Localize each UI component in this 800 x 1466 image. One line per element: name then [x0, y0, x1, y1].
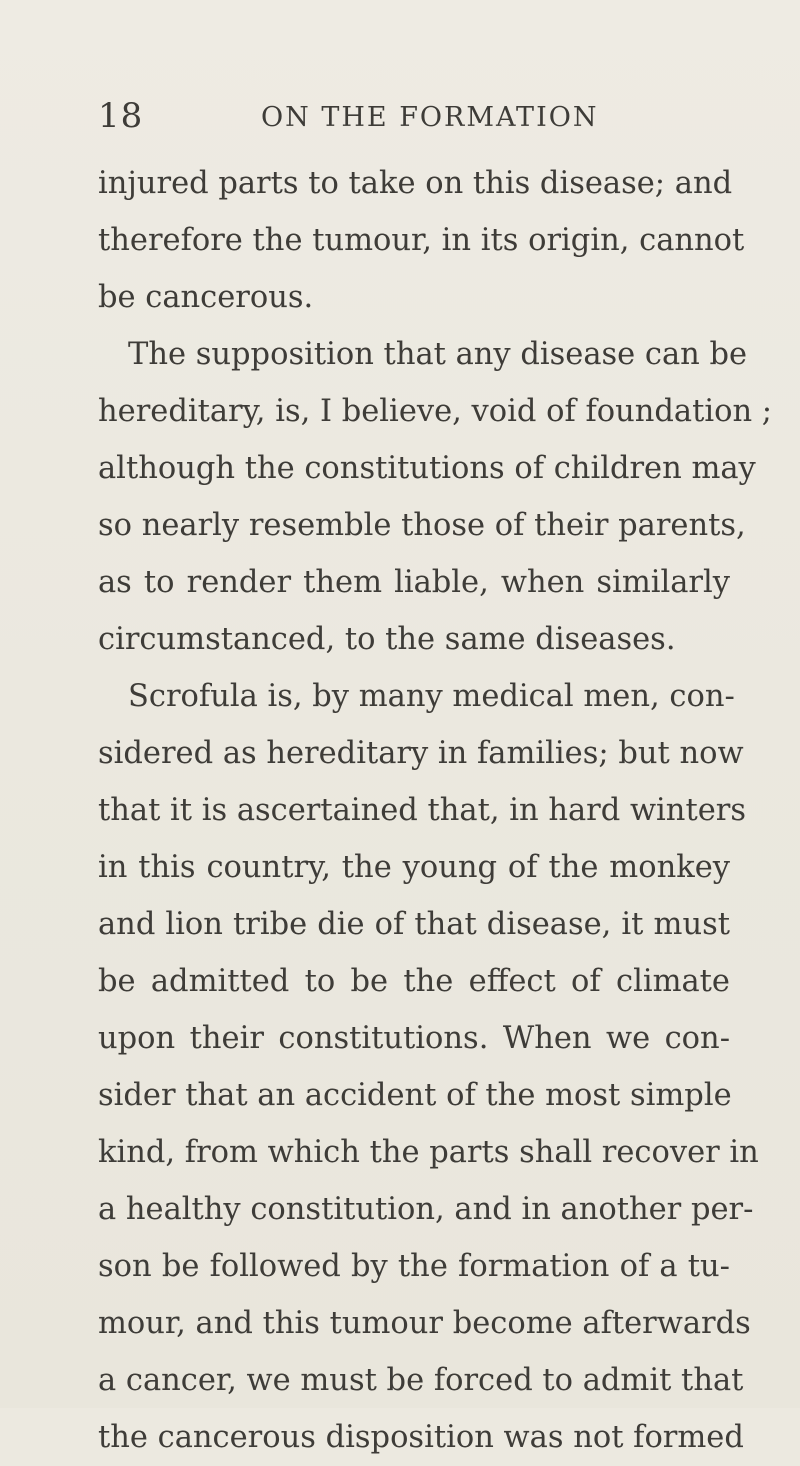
text-line: be cancerous. [98, 280, 314, 315]
text-line: Scrofula is, by many medical men, con- [128, 679, 735, 714]
text-line: therefore the tumour, in its origin, cannot [98, 223, 745, 258]
body-text [98, 155, 773, 1466]
text-line: and lion tribe die of that disease, it must [98, 907, 730, 942]
text-line: kind, from which the parts shall recover in [98, 1135, 759, 1170]
text-line: sider that an accident of the most simple [98, 1078, 732, 1113]
text-line: be admitted to be the effect of climate [98, 964, 730, 999]
text-line: hereditary, is, I believe, void of foundation ; [98, 394, 773, 429]
text-line: mour, and this tumour become afterwards [98, 1306, 751, 1341]
running-head: ON THE FORMATION [261, 102, 599, 133]
text-line: injured parts to take on this disease; and [98, 166, 733, 201]
text-line: that it is ascertained that, in hard winters [98, 793, 746, 828]
text-line: as to render them liable, when similarly [98, 565, 730, 600]
text-line: The supposition that any disease can be [128, 337, 748, 372]
text-line: so nearly resemble those of their parents, [98, 508, 746, 543]
page-header [98, 96, 740, 136]
text-line: although the constitutions of children may [98, 451, 756, 486]
text-line: a cancer, we must be forced to admit that [98, 1363, 744, 1398]
text-line: son be followed by the formation of a tu- [98, 1249, 730, 1284]
text-line: sidered as hereditary in families; but now [98, 736, 744, 771]
text-line: circumstanced, to the same diseases. [98, 622, 676, 657]
text-line: upon their constitutions. When we con- [98, 1021, 730, 1056]
text-line: in this country, the young of the monkey [98, 850, 730, 885]
page-number: 18 [98, 96, 144, 136]
text-line: the cancerous disposition was not formed [98, 1420, 744, 1455]
text-line: a healthy constitution, and in another per- [98, 1192, 754, 1227]
